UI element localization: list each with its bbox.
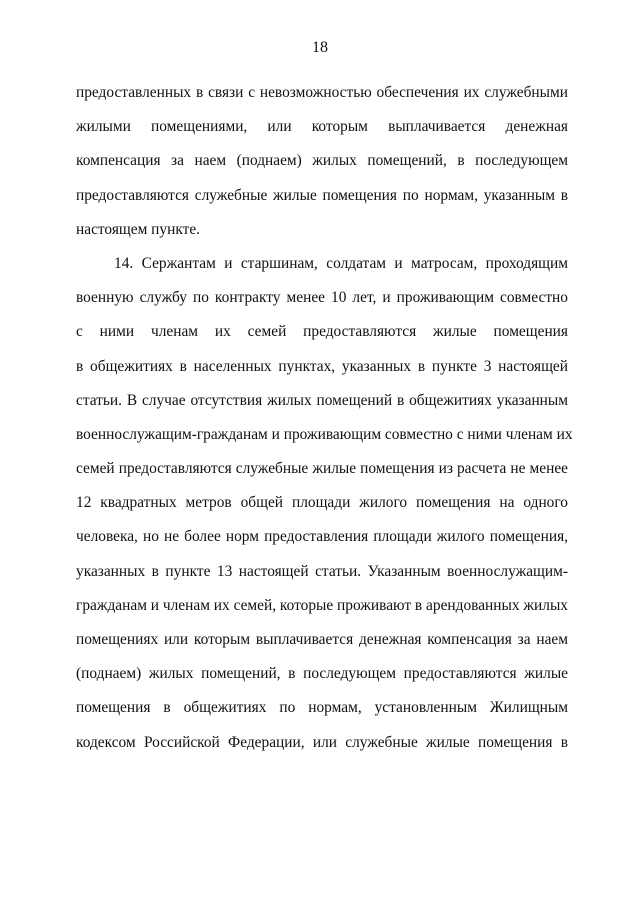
text-line: указанных в пункте 13 настоящей статьи. Указанным военнослужащим- — [76, 562, 568, 580]
text-line: предоставленных в связи с невозможностью обеспечения их служебными — [76, 84, 568, 101]
text-line: (поднаем) жилых помещений, в последующем предоставляются жилые — [76, 665, 568, 683]
paragraph-continuation — [76, 76, 568, 247]
text-line: в общежитиях в населенных пунктах, указанных в пункте 3 настоящей — [76, 357, 568, 375]
text-line: статьи. В случае отсутствия жилых помещений в общежитиях указанным — [76, 391, 568, 409]
text-line: семей предоставляются служебные жилые помещения из расчета не менее — [76, 460, 568, 478]
text-line: жилыми помещениями, или которым выплачивается денежная — [76, 118, 568, 136]
paragraph-14 — [76, 247, 573, 760]
text-line: кодексом Российской Федерации, или служебные жилые помещения в — [76, 733, 568, 751]
text-line: военную службу по контракту менее 10 лет, и проживающим совместно — [76, 289, 568, 307]
text-line: человека, но не более норм предоставления площади жилого помещения, — [76, 528, 568, 546]
text-line: предоставляются служебные жилые помещения по нормам, указанным в — [76, 186, 568, 204]
text-line: гражданам и членам их семей, которые проживают в арендованных жилых — [76, 596, 568, 614]
text-line: настоящем пункте. — [76, 220, 201, 238]
text-line: помещения в общежитиях по нормам, установленным Жилищным — [76, 699, 568, 717]
text-line: 14. Сержантам и старшинам, солдатам и матросам, проходящим — [114, 254, 568, 272]
document-body — [76, 76, 573, 760]
page-number: 18 — [312, 39, 328, 56]
text-line: 12 квадратных метров общей площади жилого помещения на одного — [76, 494, 568, 512]
text-line: помещениях или которым выплачивается денежная компенсация за наем — [76, 631, 568, 648]
text-line: военнослужащим-гражданам и проживающим совместно с ними членам их — [76, 425, 573, 443]
text-line: компенсация за наем (поднаем) жилых помещений, в последующем — [76, 152, 568, 170]
text-line: с ними членам их семей предоставляются жилые помещения — [76, 323, 568, 341]
